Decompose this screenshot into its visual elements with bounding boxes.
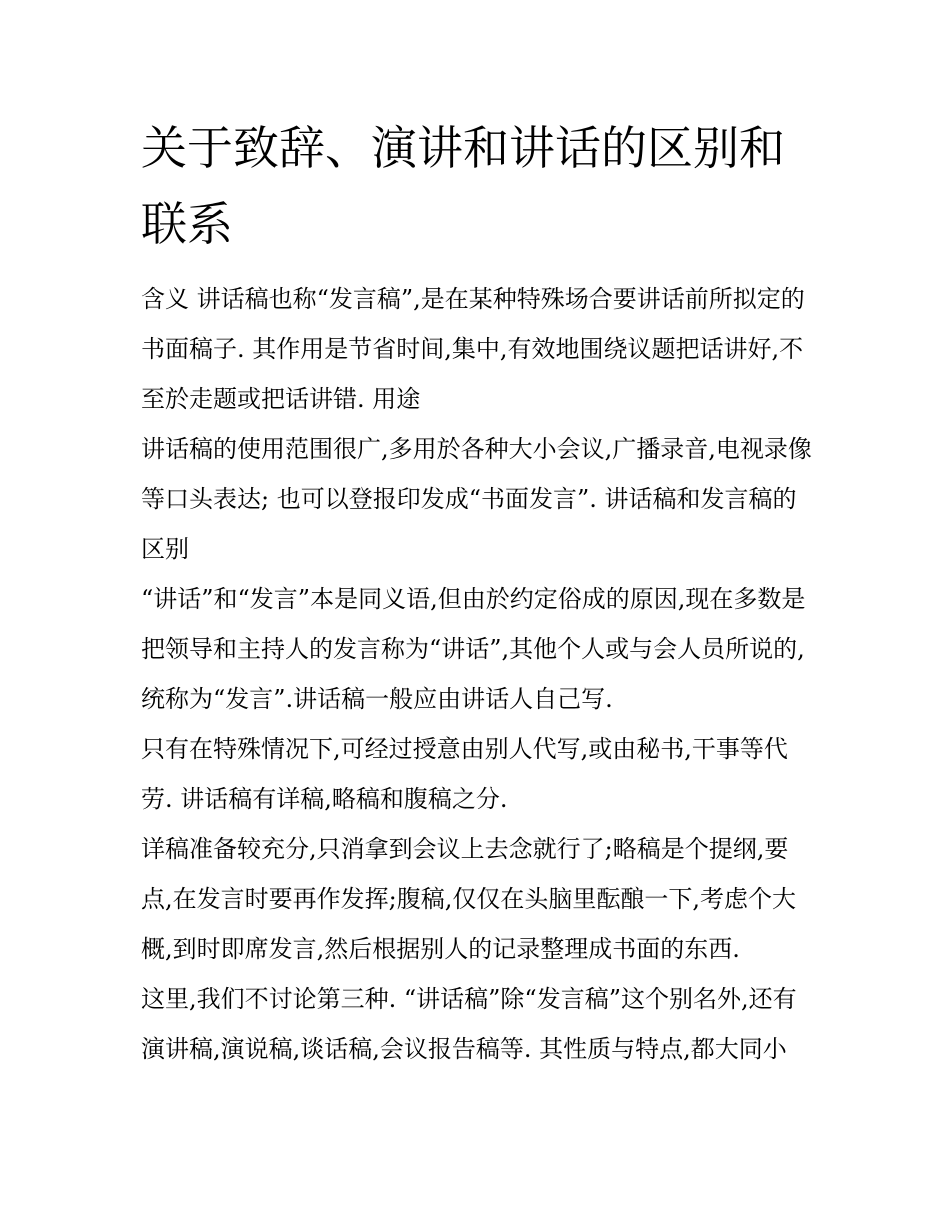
- paragraph-difference: “讲话”和“发言”本是同义语,但由於约定俗成的原因,现在多数是把领导和主持人的发言称为“讲话”,其他个人或与会人员所说的,统称为“发言”.讲话稿一般应由讲话人自己写.: [141, 585, 806, 713]
- paragraph-definition: 含义 讲话稿也称“发言稿”,是在某种特殊场合要讲话前所拟定的书面稿子. 其作用是节省时间,集中,有效地围绕议题把话讲好,不至於走题或把话讲错. 用途: [141, 285, 805, 413]
- document-body: [141, 274, 813, 1074]
- document-title: 关于致辞、演讲和讲话的区别和联系: [141, 121, 785, 251]
- paragraph-draft-types: 详稿准备较充分,只消拿到会议上去念就行了;略稿是个提纲,要点,在发言时要再作发挥;腹稿,仅仅在头脑里酝酿一下,考虑个大概,到时即席发言,然后根据别人的记录整理成书面的东西.: [141, 835, 796, 963]
- paragraph-ghostwriting: 只有在特殊情况下,可经过授意由别人代写,或由秘书,干事等代劳. 讲话稿有详稿,略稿和腹稿之分.: [141, 735, 788, 813]
- document-page: [141, 110, 813, 1074]
- paragraph-other-names: 这里,我们不讨论第三种. “讲话稿”除“发言稿”这个别名外,还有演讲稿,演说稿,谈话稿,会议报告稿等. 其性质与特点,都大同小: [141, 985, 797, 1063]
- paragraph-usage: 讲话稿的使用范围很广,多用於各种大小会议,广播录音,电视录像等口头表达; 也可以登报印发成“书面发言”. 讲话稿和发言稿的区别: [141, 435, 812, 563]
